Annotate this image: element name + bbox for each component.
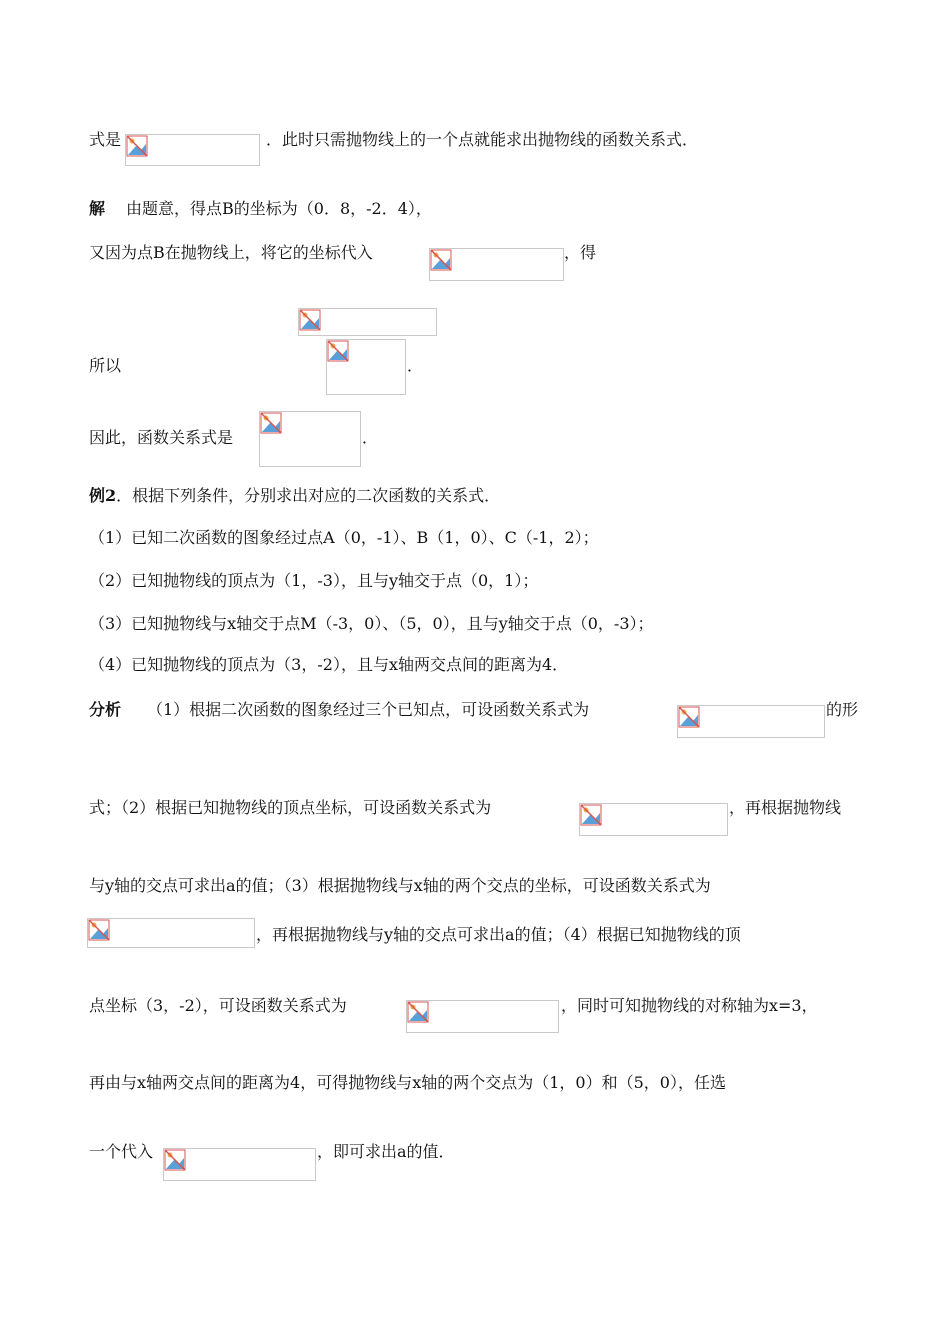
broken-image-icon xyxy=(125,134,260,166)
image-glyph xyxy=(260,412,284,436)
image-glyph xyxy=(678,706,702,730)
example-label: 例2 xyxy=(89,486,117,505)
text: 点坐标（3，-2），可设函数关系式为 xyxy=(89,996,347,1015)
text: 再由与x轴两交点间的距离为4，可得抛物线与x轴的两个交点为（1，0）和（5，0），任选 xyxy=(89,1073,726,1092)
text: ． xyxy=(362,428,379,447)
text: ．此时只需抛物线上的一个点就能求出抛物线的函数关系式． xyxy=(266,130,699,149)
broken-image-icon xyxy=(163,1148,316,1181)
text: 由题意，得点B的坐标为（0．8，-2．4）， xyxy=(126,199,432,218)
text: 又因为点B在抛物线上，将它的坐标代入 xyxy=(89,243,373,262)
image-glyph xyxy=(430,249,454,273)
image-glyph xyxy=(164,1149,188,1173)
text: ，再根据抛物线与y轴的交点可求出a的值；（4）根据已知抛物线的顶 xyxy=(256,925,741,944)
image-glyph xyxy=(299,309,323,333)
analysis-label: 分析 xyxy=(89,700,122,719)
broken-image-icon xyxy=(677,705,825,738)
broken-image-icon xyxy=(579,803,728,836)
list-item: （1）已知二次函数的图象经过点A（0，-1）、B（1，0）、C（-1，2）； xyxy=(89,528,599,547)
solution-label: 解 xyxy=(89,199,106,218)
broken-image-icon xyxy=(326,339,406,395)
text: 因此，函数关系式是 xyxy=(89,428,234,447)
text: ，即可求出a的值． xyxy=(317,1142,455,1161)
broken-image-icon xyxy=(259,411,361,467)
image-glyph xyxy=(407,1001,431,1025)
broken-image-icon xyxy=(406,1000,559,1033)
text: 式；（2）根据已知抛物线的顶点坐标，可设函数关系式为 xyxy=(89,798,492,817)
image-glyph xyxy=(126,135,150,159)
list-item: （2）已知抛物线的顶点为（1，-3），且与y轴交于点（0，1）； xyxy=(89,571,539,590)
text: 一个代入 xyxy=(89,1142,154,1161)
text: （1）根据二次函数的图象经过三个已知点，可设函数关系式为 xyxy=(147,700,590,719)
broken-image-icon xyxy=(429,248,564,281)
text: 的形 xyxy=(826,700,859,719)
text: ，得 xyxy=(564,243,597,262)
image-glyph xyxy=(580,804,604,828)
list-item: （3）已知抛物线与x轴交于点M（-3，0）、（5，0），且与y轴交于点（0，-3）； xyxy=(89,614,654,633)
example-title: ．根据下列条件，分别求出对应的二次函数的关系式． xyxy=(116,486,501,505)
image-glyph xyxy=(327,340,351,364)
text: 与y轴的交点可求出a的值；（3）根据抛物线与x轴的两个交点的坐标，可设函数关系式为 xyxy=(89,876,711,895)
text: ，再根据抛物线 xyxy=(729,798,842,817)
list-item: （4）已知抛物线的顶点为（3，-2），且与x轴两交点间的距离为4． xyxy=(89,655,569,674)
text: 式是 xyxy=(89,130,122,149)
text: 所以 xyxy=(89,356,122,375)
broken-image-icon xyxy=(87,918,255,948)
broken-image-icon xyxy=(298,308,437,336)
example-heading xyxy=(89,486,500,506)
image-glyph xyxy=(88,919,112,943)
text: ． xyxy=(407,356,424,375)
text: ，同时可知抛物线的对称轴为x=3， xyxy=(561,996,818,1015)
